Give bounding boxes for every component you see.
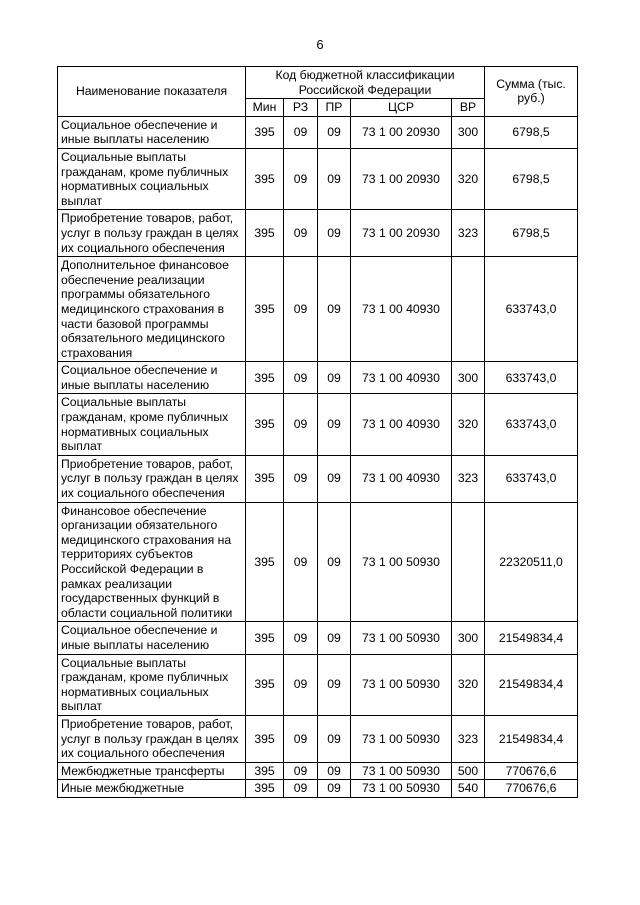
header-pr: ПР (318, 99, 351, 117)
row-vr (452, 502, 485, 622)
row-csr: 73 1 00 40930 (351, 455, 452, 502)
row-csr: 73 1 00 50930 (351, 780, 452, 798)
row-pr: 09 (318, 394, 351, 455)
row-vr: 320 (452, 654, 485, 715)
row-min: 395 (246, 715, 284, 762)
row-sum: 633743,0 (485, 257, 578, 362)
row-csr: 73 1 00 50930 (351, 715, 452, 762)
row-min: 395 (246, 210, 284, 257)
row-csr: 73 1 00 20930 (351, 210, 452, 257)
row-min: 395 (246, 780, 284, 798)
header-code-group: Код бюджетной классификации Российской Федерации (246, 67, 485, 99)
table-body (58, 116, 578, 797)
row-pr: 09 (318, 257, 351, 362)
table-row (58, 394, 578, 455)
row-name: Межбюджетные трансферты (58, 762, 246, 780)
row-min: 395 (246, 116, 284, 148)
row-csr: 73 1 00 20930 (351, 116, 452, 148)
row-rz: 09 (284, 502, 318, 622)
row-sum: 770676,6 (485, 762, 578, 780)
row-name: Социальные выплаты гражданам, кроме публичных нормативных социальных выплат (58, 654, 246, 715)
row-sum: 633743,0 (485, 455, 578, 502)
row-pr: 09 (318, 715, 351, 762)
table-row (58, 210, 578, 257)
row-name: Финансовое обеспечение организации обязательного медицинского страхования на территориях субъектов Российской Федерации в рамках реализации государственных функций в области социальной политики (58, 502, 246, 622)
table-row (58, 715, 578, 762)
row-vr (452, 257, 485, 362)
row-name: Социальные выплаты гражданам, кроме публичных нормативных социальных выплат (58, 394, 246, 455)
row-pr: 09 (318, 210, 351, 257)
row-name: Приобретение товаров, работ, услуг в пользу граждан в целях их социального обеспечения (58, 715, 246, 762)
row-rz: 09 (284, 715, 318, 762)
row-csr: 73 1 00 50930 (351, 622, 452, 654)
row-sum: 21549834,4 (485, 654, 578, 715)
row-sum: 6798,5 (485, 210, 578, 257)
row-csr: 73 1 00 50930 (351, 762, 452, 780)
row-pr: 09 (318, 455, 351, 502)
row-min: 395 (246, 762, 284, 780)
row-sum: 21549834,4 (485, 622, 578, 654)
table-row (58, 502, 578, 622)
row-pr: 09 (318, 622, 351, 654)
table-row (58, 362, 578, 394)
row-name: Социальное обеспечение и иные выплаты населению (58, 362, 246, 394)
row-name: Социальное обеспечение и иные выплаты населению (58, 116, 246, 148)
row-min: 395 (246, 502, 284, 622)
row-pr: 09 (318, 362, 351, 394)
row-csr: 73 1 00 40930 (351, 257, 452, 362)
header-sum: Сумма (тыс. руб.) (485, 67, 578, 117)
row-min: 395 (246, 455, 284, 502)
row-rz: 09 (284, 455, 318, 502)
row-rz: 09 (284, 654, 318, 715)
row-vr: 323 (452, 210, 485, 257)
row-rz: 09 (284, 148, 318, 209)
row-rz: 09 (284, 210, 318, 257)
table-row (58, 148, 578, 209)
row-name: Иные межбюджетные (58, 780, 246, 798)
table-row (58, 257, 578, 362)
row-csr: 73 1 00 40930 (351, 394, 452, 455)
row-vr: 540 (452, 780, 485, 798)
row-pr: 09 (318, 116, 351, 148)
budget-classification-table (57, 66, 578, 798)
row-vr: 323 (452, 715, 485, 762)
row-sum: 6798,5 (485, 148, 578, 209)
row-sum: 6798,5 (485, 116, 578, 148)
row-sum: 633743,0 (485, 362, 578, 394)
row-min: 395 (246, 362, 284, 394)
header-csr: ЦСР (351, 99, 452, 117)
row-rz: 09 (284, 762, 318, 780)
row-vr: 300 (452, 622, 485, 654)
table-row (58, 116, 578, 148)
page-number: 6 (316, 37, 324, 52)
row-sum: 21549834,4 (485, 715, 578, 762)
row-pr: 09 (318, 148, 351, 209)
header-rz: РЗ (284, 99, 318, 117)
row-vr: 500 (452, 762, 485, 780)
table-row (58, 762, 578, 780)
header-name: Наименование показателя (58, 67, 246, 117)
table-row (58, 622, 578, 654)
header-vr: ВР (452, 99, 485, 117)
row-sum: 22320511,0 (485, 502, 578, 622)
table-row (58, 455, 578, 502)
row-rz: 09 (284, 257, 318, 362)
row-name: Социальное обеспечение и иные выплаты населению (58, 622, 246, 654)
row-name: Приобретение товаров, работ, услуг в пользу граждан в целях их социального обеспечения (58, 210, 246, 257)
row-min: 395 (246, 394, 284, 455)
row-name: Социальные выплаты гражданам, кроме публичных нормативных социальных выплат (58, 148, 246, 209)
row-sum: 633743,0 (485, 394, 578, 455)
row-csr: 73 1 00 20930 (351, 148, 452, 209)
row-name: Дополнительное финансовое обеспечение реализации программы обязательного медицинского страхования в части базовой программы обязательного медицинского страхования (58, 257, 246, 362)
row-pr: 09 (318, 654, 351, 715)
row-rz: 09 (284, 622, 318, 654)
header-row-top (58, 67, 578, 99)
row-vr: 320 (452, 394, 485, 455)
row-csr: 73 1 00 50930 (351, 654, 452, 715)
row-vr: 300 (452, 362, 485, 394)
row-min: 395 (246, 257, 284, 362)
table-row (58, 780, 578, 798)
row-vr: 323 (452, 455, 485, 502)
header-min: Мин (246, 99, 284, 117)
row-pr: 09 (318, 762, 351, 780)
table-row (58, 654, 578, 715)
row-rz: 09 (284, 394, 318, 455)
row-rz: 09 (284, 362, 318, 394)
row-min: 395 (246, 622, 284, 654)
row-min: 395 (246, 654, 284, 715)
row-pr: 09 (318, 502, 351, 622)
row-name: Приобретение товаров, работ, услуг в пользу граждан в целях их социального обеспечения (58, 455, 246, 502)
row-rz: 09 (284, 780, 318, 798)
row-csr: 73 1 00 50930 (351, 502, 452, 622)
row-vr: 300 (452, 116, 485, 148)
row-csr: 73 1 00 40930 (351, 362, 452, 394)
row-pr: 09 (318, 780, 351, 798)
row-rz: 09 (284, 116, 318, 148)
row-sum: 770676,6 (485, 780, 578, 798)
row-vr: 320 (452, 148, 485, 209)
row-min: 395 (246, 148, 284, 209)
